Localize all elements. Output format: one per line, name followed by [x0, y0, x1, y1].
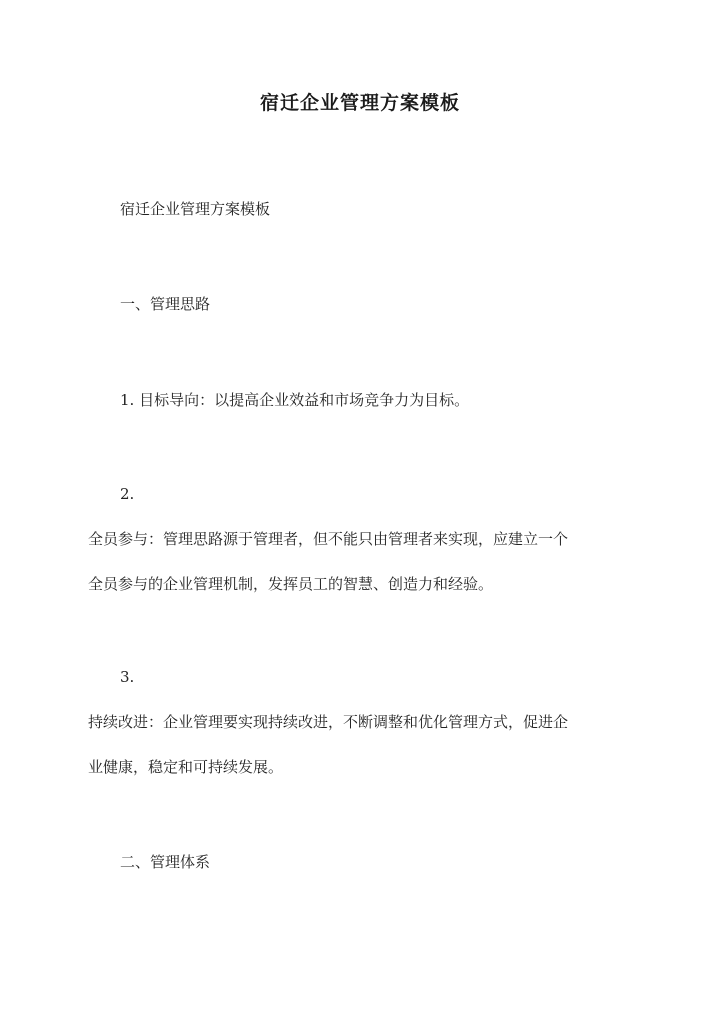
list-item-3-line-1: 持续改进：企业管理要实现持续改进，不断调整和优化管理方式，促进企 — [88, 713, 569, 731]
list-item-3-number: 3. — [120, 668, 135, 686]
list-item-3-line-2: 业健康，稳定和可持续发展。 — [88, 758, 284, 776]
list-item-1: 1. 目标导向：以提高企业效益和市场竞争力为目标。 — [120, 391, 470, 409]
list-item-2-line-1: 全员参与：管理思路源于管理者，但不能只由管理者来实现，应建立一个 — [88, 530, 569, 548]
section-heading-2: 二、管理体系 — [120, 853, 211, 871]
list-item-2-number: 2. — [120, 485, 135, 503]
document-subtitle: 宿迁企业管理方案模板 — [120, 200, 271, 218]
list-item-2-line-2: 全员参与的企业管理机制，发挥员工的智慧、创造力和经验。 — [88, 575, 494, 593]
document-title: 宿迁企业管理方案模板 — [259, 92, 460, 114]
section-heading-1: 一、管理思路 — [120, 295, 211, 313]
